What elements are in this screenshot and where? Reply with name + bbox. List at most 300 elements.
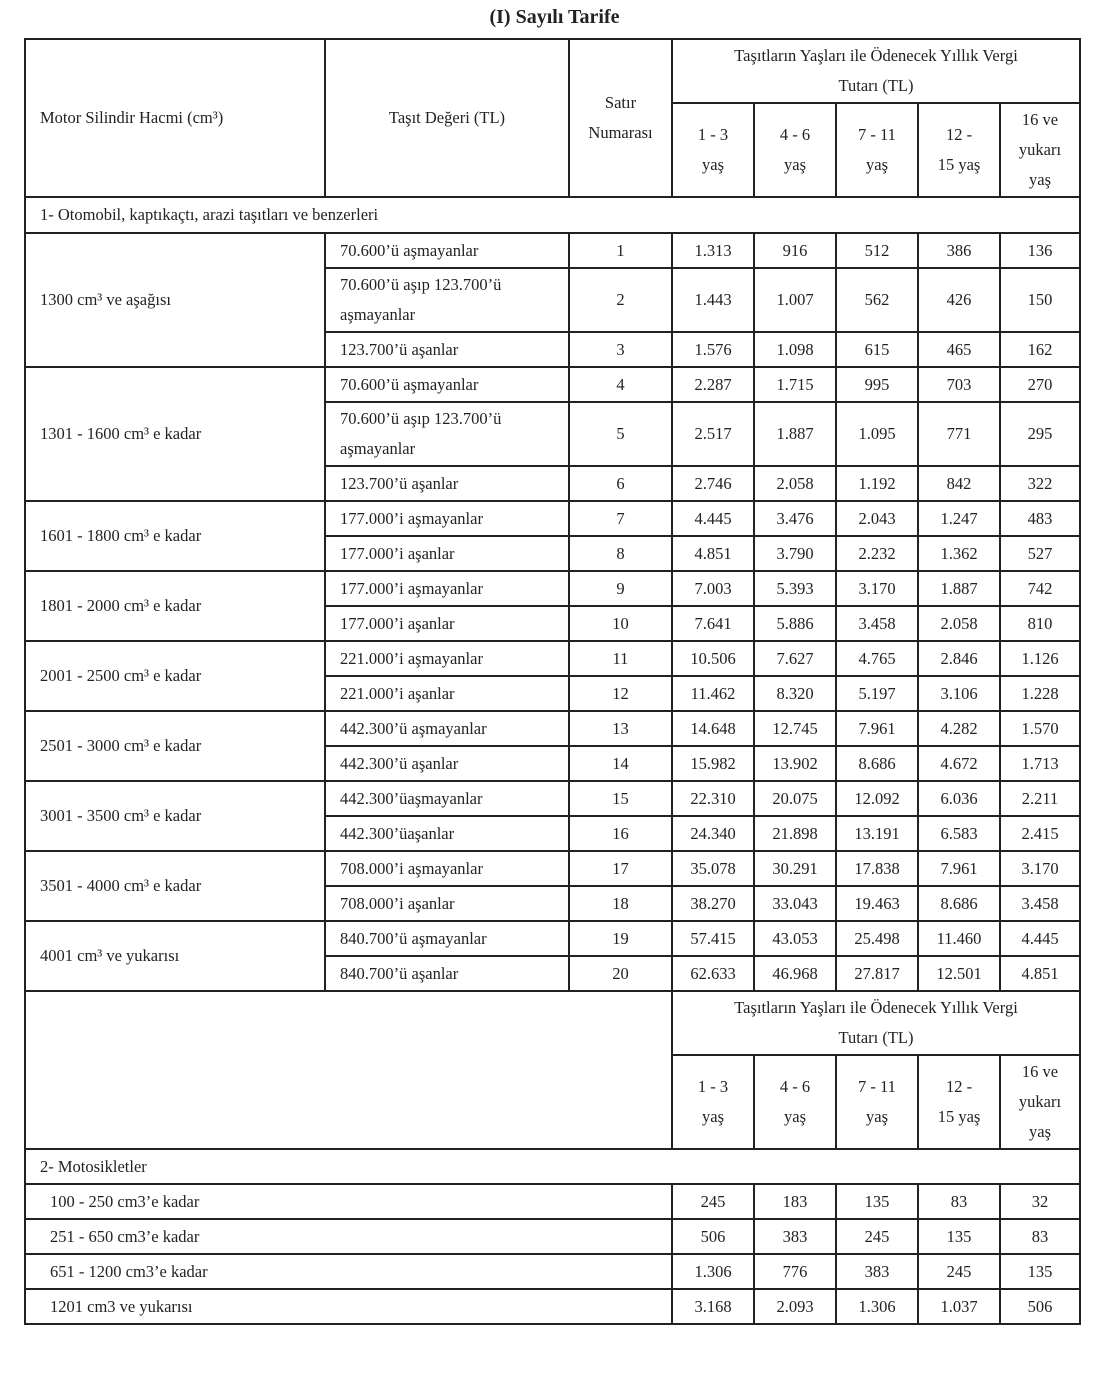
vehicle-value-text: 221.000’i aşmayanlar: [340, 648, 483, 668]
table-row: [25, 367, 1080, 402]
tax-amount: [672, 816, 754, 851]
tax-amount-text: 1.713: [1021, 753, 1059, 773]
row-number: [569, 921, 672, 956]
tax-amount: [836, 711, 918, 746]
engine-capacity-text: 1601 - 1800 cm³ e kadar: [40, 526, 202, 545]
motorcycle-capacity-text: 651 - 1200 cm3’e kadar: [50, 1261, 208, 1281]
table-row: [25, 641, 1080, 676]
tax-amount-text: 6.583: [940, 823, 978, 843]
tax-amount: [918, 367, 1000, 402]
tax-amount: [754, 711, 836, 746]
tax-amount: [836, 1289, 918, 1324]
header-engine-text: Motor Silindir Hacmi (cm³): [40, 108, 224, 127]
vehicle-value-text: 123.700’ü aşanlar: [340, 473, 459, 493]
tax-amount: [754, 332, 836, 367]
row-number: [569, 676, 672, 711]
table-row: [25, 1254, 1080, 1289]
tax-amount: [1000, 921, 1080, 956]
engine-capacity: [25, 501, 325, 571]
vehicle-value: [325, 781, 569, 816]
vehicle-value: [325, 956, 569, 991]
tax-amount: [1000, 851, 1080, 886]
tax-amount: [672, 1184, 754, 1219]
tax-amount-text: 995: [864, 374, 890, 394]
tax-amount: [754, 536, 836, 571]
tax-amount-text: 1.007: [776, 290, 814, 309]
moto-header-age-4-text: 16 ve: [1021, 1062, 1059, 1081]
tax-amount: [754, 641, 836, 676]
tax-amount-text: 615: [864, 339, 890, 359]
tax-amount-text: 11.460: [936, 928, 982, 948]
tax-amount-text: 1.313: [694, 240, 732, 260]
tax-amount-text: 1.095: [858, 424, 896, 443]
vehicle-value-text: 177.000’i aşanlar: [340, 543, 455, 563]
tax-amount: [754, 1184, 836, 1219]
tax-amount: [836, 233, 918, 268]
engine-capacity-text: 3001 - 3500 cm³ e kadar: [40, 806, 202, 825]
header-value: [325, 39, 569, 197]
tax-amount: [836, 886, 918, 921]
row-number-text: 18: [612, 893, 629, 913]
tax-amount-text: 1.362: [940, 543, 978, 563]
moto-header-age-3-text: 12 -: [945, 1077, 973, 1096]
tax-amount: [672, 641, 754, 676]
moto-header-blank: [25, 991, 672, 1149]
tax-amount-text: 20.075: [772, 788, 818, 808]
table-row: [25, 39, 1080, 103]
tax-amount: [918, 641, 1000, 676]
engine-capacity: [25, 571, 325, 641]
tax-amount: [672, 746, 754, 781]
engine-capacity-text: 1801 - 2000 cm³ e kadar: [40, 596, 202, 615]
tax-amount: [836, 571, 918, 606]
tax-amount: [918, 956, 1000, 991]
vehicle-value-text: 70.600’ü aşmayanlar: [340, 240, 479, 260]
header-age-4-text: yaş: [1029, 170, 1051, 189]
tax-amount: [836, 816, 918, 851]
moto-header-tax-text: Tutarı (TL): [838, 1028, 914, 1047]
tax-amount-text: 30.291: [772, 858, 818, 878]
row-number-text: 5: [616, 424, 625, 443]
header-age-2-text: 7 - 11: [858, 125, 896, 144]
tax-amount-text: 295: [1027, 424, 1053, 443]
table-row: [25, 1149, 1080, 1184]
header-age-1-text: 4 - 6: [779, 125, 811, 144]
header-tax-text: Taşıtların Yaşları ile Ödenecek Yıllık Vergi: [734, 46, 1018, 65]
tax-amount-text: 6.036: [940, 788, 978, 808]
tax-amount: [672, 367, 754, 402]
engine-capacity: [25, 781, 325, 851]
tax-amount: [754, 268, 836, 332]
tax-amount: [836, 676, 918, 711]
vehicle-value-text: 442.300’üaşanlar: [340, 823, 455, 843]
tax-amount-text: 135: [864, 1191, 890, 1211]
tax-amount-text: 2.746: [694, 473, 732, 493]
tax-amount-text: 776: [782, 1261, 808, 1281]
tax-amount-text: 3.458: [1021, 893, 1059, 913]
tax-amount-text: 13.191: [854, 823, 900, 843]
table-row: [25, 781, 1080, 816]
moto-header-tax: [672, 991, 1080, 1055]
row-number-text: 2: [616, 290, 625, 309]
tax-amount-text: 46.968: [772, 963, 818, 983]
tax-amount: [672, 1289, 754, 1324]
table-row: [25, 1184, 1080, 1219]
row-number-text: 1: [616, 240, 625, 260]
tax-amount-text: 135: [946, 1226, 972, 1246]
tax-amount: [1000, 1184, 1080, 1219]
tax-amount: [754, 746, 836, 781]
vehicle-value: [325, 233, 569, 268]
tax-amount: [836, 402, 918, 466]
tax-amount: [672, 571, 754, 606]
tax-amount: [918, 402, 1000, 466]
tax-amount-text: 483: [1027, 508, 1053, 528]
table-row: [25, 1219, 1080, 1254]
tax-amount: [1000, 676, 1080, 711]
tax-amount-text: 11.462: [690, 683, 736, 703]
tax-amount-text: 2.093: [776, 1296, 814, 1316]
header-age-3-text: 15 yaş: [937, 155, 981, 174]
tax-amount: [754, 921, 836, 956]
vehicle-value-text: 442.300’ü aşmayanlar: [340, 718, 487, 738]
tax-amount-text: 17.838: [854, 858, 900, 878]
header-age-4-text: 16 ve: [1021, 110, 1059, 129]
row-number: [569, 367, 672, 402]
motorcycle-capacity-text: 100 - 250 cm3’e kadar: [50, 1191, 200, 1211]
tax-amount-text: 4.851: [694, 543, 732, 563]
tax-amount-text: 13.902: [772, 753, 818, 773]
vehicle-value-text: 177.000’i aşanlar: [340, 613, 455, 633]
tax-amount: [1000, 536, 1080, 571]
vehicle-value: [325, 711, 569, 746]
row-number: [569, 746, 672, 781]
tax-amount-text: 1.715: [776, 374, 814, 394]
tax-amount: [836, 921, 918, 956]
tax-amount: [1000, 886, 1080, 921]
row-number-text: 16: [612, 823, 629, 843]
row-number-text: 10: [612, 613, 629, 633]
tax-amount-text: 1.887: [776, 424, 814, 443]
tax-amount-text: 136: [1027, 240, 1053, 260]
tax-amount: [836, 367, 918, 402]
engine-capacity-text: 2001 - 2500 cm³ e kadar: [40, 666, 202, 685]
vehicle-value: [325, 851, 569, 886]
header-age-0-text: yaş: [702, 155, 724, 174]
tax-amount: [672, 466, 754, 501]
tax-amount: [754, 1219, 836, 1254]
tax-amount: [754, 606, 836, 641]
moto-header-age-2: [836, 1055, 918, 1149]
page-title: (I) Sayılı Tarife: [489, 6, 620, 28]
tax-amount: [754, 1254, 836, 1289]
tax-amount: [836, 956, 918, 991]
tax-amount-text: 183: [782, 1191, 808, 1211]
tax-amount-text: 22.310: [690, 788, 736, 808]
tax-amount: [918, 781, 1000, 816]
tax-amount-text: 506: [700, 1226, 726, 1246]
tax-amount: [672, 956, 754, 991]
vehicle-value: [325, 367, 569, 402]
tax-amount-text: 527: [1027, 543, 1053, 563]
table-row: [25, 233, 1080, 268]
tax-amount: [754, 501, 836, 536]
tax-amount-text: 12.092: [854, 788, 900, 808]
tax-amount: [672, 233, 754, 268]
engine-capacity: [25, 233, 325, 367]
row-number-text: 15: [612, 788, 629, 808]
moto-header-age-3-text: 15 yaş: [937, 1107, 981, 1126]
tax-amount-text: 12.745: [772, 718, 818, 738]
tax-amount-text: 83: [1031, 1226, 1049, 1246]
motorcycle-capacity: [25, 1289, 672, 1324]
tax-amount: [754, 816, 836, 851]
tax-amount-text: 8.320: [776, 683, 814, 703]
row-number-text: 20: [612, 963, 629, 983]
tax-amount: [672, 921, 754, 956]
section-cars: [25, 197, 1080, 233]
moto-header-age-3: [918, 1055, 1000, 1149]
tax-amount-text: 7.627: [776, 648, 814, 668]
vehicle-value-text: 123.700’ü aşanlar: [340, 339, 459, 359]
tax-amount: [918, 332, 1000, 367]
engine-capacity-text: 1301 - 1600 cm³ e kadar: [40, 424, 202, 443]
header-tax: [672, 39, 1080, 103]
tax-amount-text: 245: [700, 1191, 726, 1211]
tax-amount-text: 10.506: [690, 648, 736, 668]
tax-amount: [754, 571, 836, 606]
header-age-2-text: yaş: [866, 155, 888, 174]
tax-amount: [1000, 571, 1080, 606]
vehicle-value: [325, 268, 569, 332]
tax-amount: [1000, 781, 1080, 816]
tax-amount: [836, 1219, 918, 1254]
tax-amount-text: 7.961: [940, 858, 978, 878]
row-number: [569, 711, 672, 746]
tax-amount-text: 742: [1027, 578, 1053, 598]
tax-amount: [754, 1289, 836, 1324]
tax-amount: [918, 606, 1000, 641]
tax-amount: [836, 606, 918, 641]
engine-capacity: [25, 711, 325, 781]
row-number-text: 19: [612, 928, 629, 948]
engine-capacity: [25, 641, 325, 711]
row-number-text: 9: [616, 578, 625, 598]
tax-amount-text: 3.458: [858, 613, 896, 633]
tax-amount-text: 135: [1027, 1261, 1053, 1281]
tax-amount: [918, 816, 1000, 851]
tax-amount: [672, 1254, 754, 1289]
tax-amount-text: 4.672: [940, 753, 978, 773]
tax-amount-text: 1.306: [858, 1296, 896, 1316]
tariff-table: [24, 38, 1081, 1325]
header-engine: [25, 39, 325, 197]
tax-amount-text: 5.886: [776, 613, 814, 633]
table-row: [25, 571, 1080, 606]
tax-amount: [918, 501, 1000, 536]
vehicle-value: [325, 466, 569, 501]
header-age-0-text: 1 - 3: [697, 125, 729, 144]
header-age-4: [1000, 103, 1080, 197]
row-number-text: 14: [612, 753, 629, 773]
row-number: [569, 536, 672, 571]
tax-amount: [754, 466, 836, 501]
engine-capacity-text: 1300 cm³ ve aşağısı: [40, 290, 171, 309]
vehicle-value: [325, 536, 569, 571]
tax-amount-text: 43.053: [772, 928, 818, 948]
moto-header-age-0: [672, 1055, 754, 1149]
table-body: [25, 39, 1080, 1324]
tax-amount: [918, 466, 1000, 501]
tax-amount-text: 2.287: [694, 374, 732, 394]
tax-amount: [672, 1219, 754, 1254]
header-row-number: [569, 39, 672, 197]
header-age-3: [918, 103, 1000, 197]
tax-amount: [836, 332, 918, 367]
tax-amount: [918, 1184, 1000, 1219]
vehicle-value: [325, 402, 569, 466]
vehicle-value-text: 840.700’ü aşmayanlar: [340, 928, 487, 948]
row-number-text: 7: [616, 508, 625, 528]
tax-amount: [672, 886, 754, 921]
moto-header-tax-text: Taşıtların Yaşları ile Ödenecek Yıllık Vergi: [734, 998, 1018, 1017]
tax-amount: [836, 746, 918, 781]
vehicle-value: [325, 332, 569, 367]
header-tax-text: Tutarı (TL): [838, 76, 914, 95]
tax-amount-text: 162: [1027, 339, 1053, 359]
tax-amount-text: 1.576: [694, 339, 732, 359]
tax-amount-text: 2.043: [858, 508, 896, 528]
tax-amount: [918, 536, 1000, 571]
tax-amount: [918, 746, 1000, 781]
tax-amount: [1000, 268, 1080, 332]
tax-amount-text: 2.058: [940, 613, 978, 633]
tax-amount: [754, 781, 836, 816]
tax-amount: [672, 501, 754, 536]
vehicle-value: [325, 886, 569, 921]
tax-amount-text: 3.476: [776, 508, 814, 528]
row-number: [569, 886, 672, 921]
moto-header-age-1-text: 4 - 6: [779, 1077, 811, 1096]
tax-amount-text: 2.058: [776, 473, 814, 493]
row-number-text: 13: [612, 718, 629, 738]
tax-amount-text: 1.887: [940, 578, 978, 598]
vehicle-value: [325, 641, 569, 676]
vehicle-value-text: aşmayanlar: [340, 305, 416, 324]
table-row: [25, 851, 1080, 886]
tax-amount-text: 4.851: [1021, 963, 1059, 983]
moto-header-age-4: [1000, 1055, 1080, 1149]
tax-amount-text: 245: [864, 1226, 890, 1246]
tax-amount: [1000, 1219, 1080, 1254]
tax-amount: [836, 781, 918, 816]
row-number-text: 17: [612, 858, 629, 878]
tax-amount-text: 8.686: [858, 753, 896, 773]
tax-amount: [1000, 816, 1080, 851]
vehicle-value: [325, 501, 569, 536]
tax-amount-text: 2.517: [694, 424, 732, 443]
tax-amount-text: 3.106: [940, 683, 978, 703]
vehicle-value: [325, 676, 569, 711]
engine-capacity-text: 3501 - 4000 cm³ e kadar: [40, 876, 202, 895]
tax-amount-text: 21.898: [772, 823, 818, 843]
tax-amount-text: 386: [946, 240, 972, 260]
header-row-number-text: Numarası: [588, 123, 653, 142]
tax-amount-text: 24.340: [690, 823, 736, 843]
tax-amount-text: 27.817: [854, 963, 900, 983]
moto-header-age-4-text: yaş: [1029, 1122, 1051, 1141]
moto-header-age-1: [754, 1055, 836, 1149]
tax-amount-text: 4.282: [940, 718, 978, 738]
tax-amount: [672, 781, 754, 816]
vehicle-value-text: 70.600’ü aşıp 123.700’ü: [340, 275, 502, 294]
vehicle-value-text: 221.000’i aşanlar: [340, 683, 455, 703]
tax-amount-text: 5.197: [858, 683, 896, 703]
tax-amount-text: 1.570: [1021, 718, 1059, 738]
table-row: [25, 991, 1080, 1055]
vehicle-value: [325, 921, 569, 956]
tax-amount-text: 1.192: [858, 473, 896, 493]
tax-amount-text: 33.043: [772, 893, 818, 913]
vehicle-value: [325, 606, 569, 641]
tax-amount: [1000, 641, 1080, 676]
section-motorcycles: [25, 1149, 1080, 1184]
tax-amount-text: 19.463: [854, 893, 900, 913]
table-row: [25, 501, 1080, 536]
row-number-text: 12: [612, 683, 629, 703]
tax-amount: [836, 851, 918, 886]
vehicle-value-text: 442.300’ü aşanlar: [340, 753, 459, 773]
tax-amount: [1000, 466, 1080, 501]
tax-amount-text: 2.232: [858, 543, 896, 563]
tax-amount: [836, 501, 918, 536]
tax-amount: [918, 1254, 1000, 1289]
row-number: [569, 606, 672, 641]
tax-amount: [754, 886, 836, 921]
vehicle-value-text: 442.300’üaşmayanlar: [340, 788, 483, 808]
tax-amount: [672, 676, 754, 711]
tax-amount-text: 4.445: [1021, 928, 1059, 948]
tax-amount: [836, 268, 918, 332]
vehicle-value-text: 70.600’ü aşıp 123.700’ü: [340, 409, 502, 428]
tax-amount-text: 703: [946, 374, 972, 394]
table-row: [25, 1289, 1080, 1324]
engine-capacity-text: 2501 - 3000 cm³ e kadar: [40, 736, 202, 755]
tax-amount: [1000, 501, 1080, 536]
tax-amount: [1000, 606, 1080, 641]
tax-amount-text: 771: [946, 424, 972, 443]
tax-amount-text: 1.098: [776, 339, 814, 359]
vehicle-value-text: 177.000’i aşmayanlar: [340, 578, 483, 598]
tax-amount-text: 4.445: [694, 508, 732, 528]
motorcycle-capacity: [25, 1254, 672, 1289]
header-age-3-text: 12 -: [945, 125, 973, 144]
row-number: [569, 332, 672, 367]
tax-amount: [1000, 367, 1080, 402]
tax-amount: [1000, 1254, 1080, 1289]
tax-amount: [754, 956, 836, 991]
tax-amount-text: 1.037: [940, 1296, 978, 1316]
tax-amount: [918, 571, 1000, 606]
tax-amount-text: 32: [1031, 1191, 1049, 1211]
row-number: [569, 501, 672, 536]
tax-amount: [1000, 332, 1080, 367]
tax-amount: [918, 233, 1000, 268]
table-row: [25, 197, 1080, 233]
vehicle-value-text: 177.000’i aşmayanlar: [340, 508, 483, 528]
tax-amount: [754, 367, 836, 402]
tax-amount: [672, 606, 754, 641]
